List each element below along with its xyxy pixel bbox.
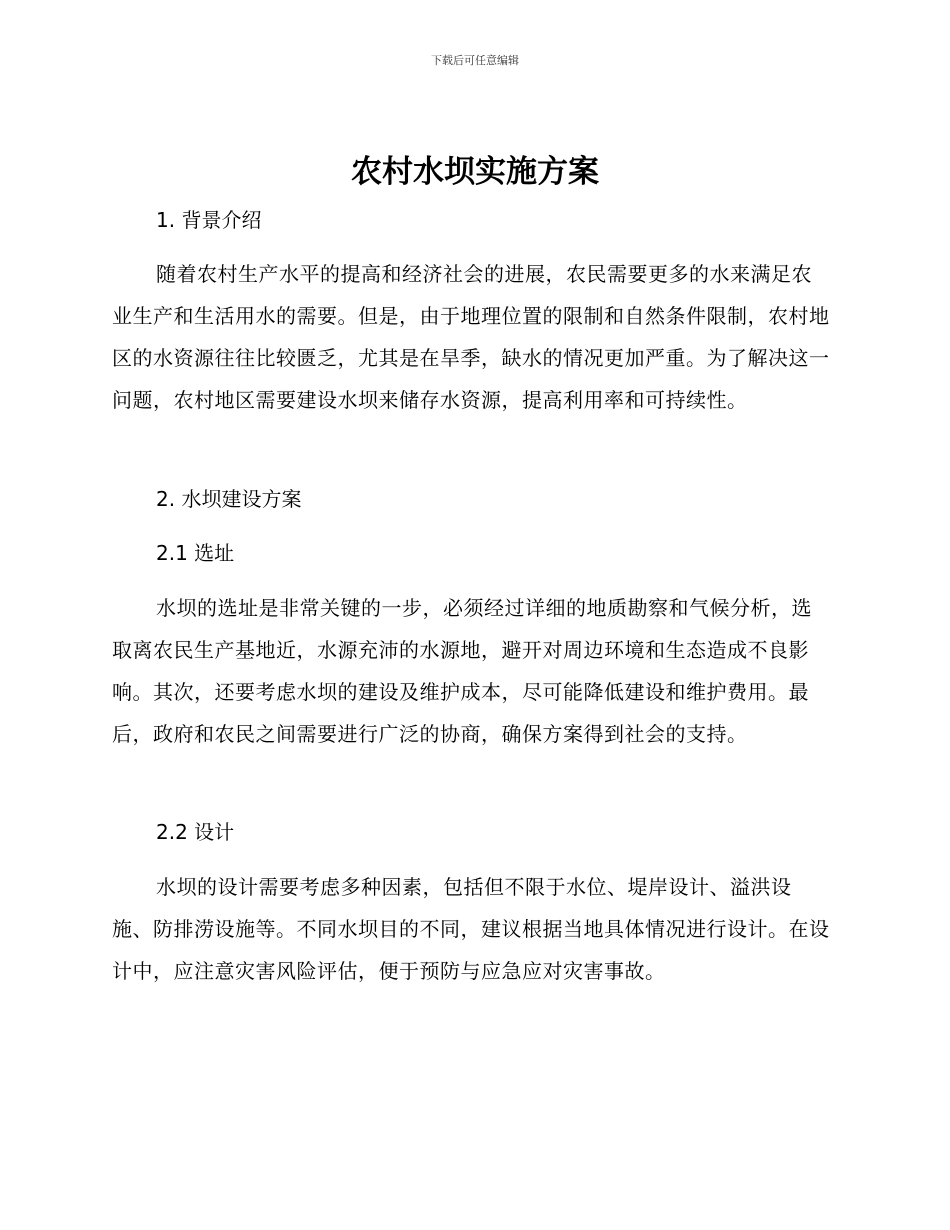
document-title: 农村水坝实施方案 [351, 154, 599, 190]
paragraph-design: 水坝的设计需要考虑多种因素，包括但不限于水位、堤岸设计、溢洪设施、防排涝设施等。不同水坝目的不同，建议根据当地具体情况进行设计。在设计中，应注意灾害风险评估，便于预防与应急应对灾害事故。 [112, 875, 830, 983]
section-heading-dam-plan: 2. 水坝建设方案 [156, 487, 302, 511]
page-header: 下载后可任意编辑 [431, 54, 519, 67]
section-heading-design: 2.2 设计 [156, 820, 235, 844]
section-heading-site-selection: 2.1 选址 [156, 541, 235, 565]
paragraph-site-selection: 水坝的选址是非常关键的一步，必须经过详细的地质勘察和气候分析，选取离农民生产基地近，水源充沛的水源地，避开对周边环境和生态造成不良影响。其次，还要考虑水坝的建设及维护成本，尽可能降低建设和维护费用。最后，政府和农民之间需要进行广泛的协商，确保方案得到社会的支持。 [112, 596, 812, 746]
paragraph-background: 随着农村生产水平的提高和经济社会的进展，农民需要更多的水来满足农业生产和生活用水的需要。但是，由于地理位置的限制和自然条件限制，农村地区的水资源往往比较匮乏，尤其是在旱季，缺水的情况更加严重。为了解决这一问题，农村地区需要建设水坝来储存水资源，提高利用率和可持续性。 [112, 262, 830, 412]
section-heading-background: 1. 背景介绍 [156, 208, 262, 232]
